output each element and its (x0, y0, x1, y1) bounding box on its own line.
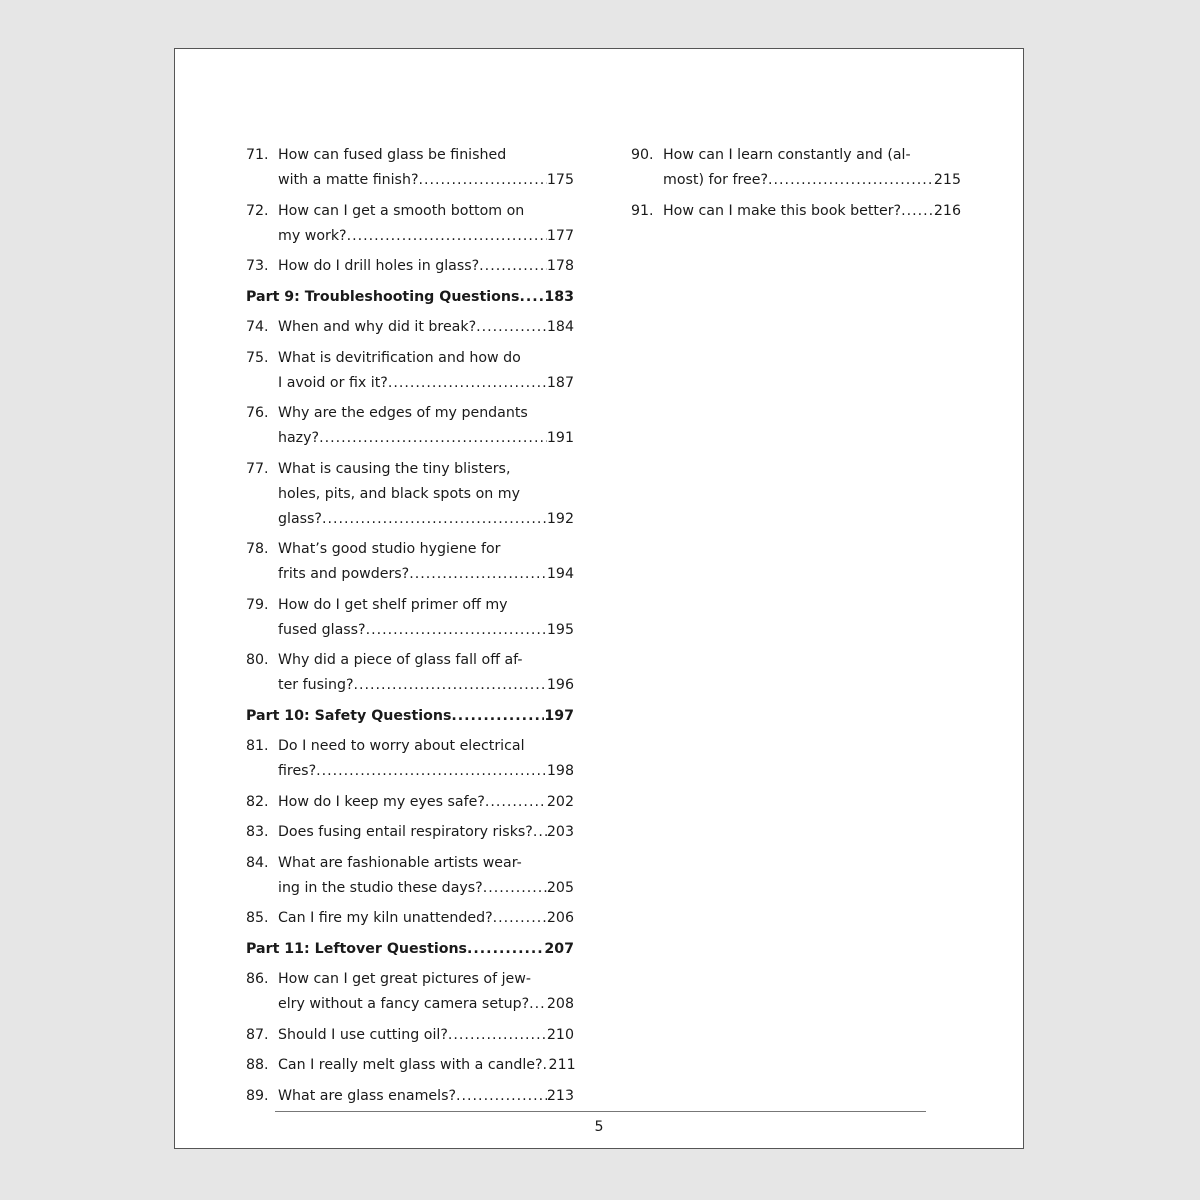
toc-line (278, 254, 574, 279)
toc-line (278, 759, 574, 784)
page-ref: 205 (546, 879, 574, 896)
toc-part-heading (246, 285, 574, 310)
toc-line (278, 790, 574, 815)
dot-leader (448, 1023, 547, 1048)
entry-text-line: What are fashionable artists wear- (278, 854, 522, 871)
part-title: Part 11: Leftover Questions (246, 940, 468, 957)
dot-leader (347, 224, 547, 249)
page-ref: 203 (546, 824, 574, 840)
dot-leader (418, 168, 546, 193)
entry-text-line: When and why did it break? (278, 319, 477, 335)
entry-text-line: Why did a piece of glass fall off af- (278, 652, 523, 668)
entry-text-line: How can I get great pictures of jew- (278, 971, 532, 987)
entry-number: 88. (246, 1057, 269, 1073)
entry-number: 76. (246, 405, 269, 421)
page-ref: 187 (546, 374, 574, 391)
toc-entry (246, 734, 574, 784)
part-title: Part 10: Safety Questions (246, 707, 452, 724)
entry-text-line: holes, pits, and black spots on my (278, 485, 520, 502)
entry-text-line: What’s good studio hygiene for (278, 541, 501, 557)
entry-number: 82. (246, 793, 269, 810)
page-ref: 195 (546, 621, 574, 638)
toc-line (278, 992, 574, 1017)
toc-entry (246, 537, 574, 587)
page-ref: 197 (544, 707, 574, 724)
dot-leader (322, 507, 547, 532)
dot-leader (366, 618, 547, 643)
dot-leader (319, 426, 547, 451)
entry-text-line: Does fusing entail respiratory risks? (278, 824, 533, 840)
part-title: Part 9: Troubleshooting Questions (246, 288, 520, 305)
dot-leader (529, 992, 547, 1017)
page-ref: 196 (546, 677, 574, 693)
toc-line (278, 507, 574, 532)
toc-line (278, 1053, 574, 1078)
dot-leader (768, 168, 934, 193)
entry-number: 79. (246, 596, 269, 613)
toc-line (278, 876, 574, 901)
toc-entry (246, 906, 574, 931)
entry-text-line: How can I make this book better? (663, 202, 902, 219)
page-ref: 211 (548, 1057, 576, 1073)
entry-number: 84. (246, 854, 269, 871)
page-ref: 210 (546, 1026, 574, 1043)
entry-number: 90. (631, 147, 654, 163)
dot-leader (316, 759, 547, 784)
toc-line (278, 618, 574, 643)
toc-part-heading (246, 704, 574, 729)
toc-entry (246, 457, 574, 532)
entry-text-line: Why are the edges of my pendants (278, 405, 528, 421)
toc-line (278, 562, 574, 587)
toc-line (278, 224, 574, 249)
toc-line (246, 285, 574, 310)
dot-leader (485, 790, 547, 815)
entry-text-line: most) for free? (663, 172, 769, 188)
toc-line (278, 820, 574, 845)
dot-leader (353, 673, 546, 698)
entry-text-line: How can fused glass be finished (278, 147, 507, 163)
page-ref: 207 (544, 940, 574, 957)
entry-number: 85. (246, 910, 269, 926)
toc-entry (246, 143, 574, 193)
toc-line (278, 906, 574, 931)
page-ref: 198 (546, 763, 574, 779)
toc-line (663, 168, 961, 193)
page-ref: 215 (933, 172, 961, 188)
dot-leader (467, 937, 544, 962)
entry-text-line: How do I drill holes in glass? (278, 258, 480, 274)
entry-text-line: with a matte finish? (278, 172, 419, 188)
page-ref: 177 (546, 227, 574, 244)
toc-line (278, 673, 574, 698)
entry-text-line: Should I use cutting oil? (278, 1026, 448, 1043)
dot-leader (901, 199, 934, 224)
dot-leader (493, 906, 547, 931)
toc-entry (246, 315, 574, 340)
entry-number: 75. (246, 349, 269, 366)
entry-number: 83. (246, 824, 269, 840)
page-ref: 206 (546, 910, 574, 926)
page-number: 5 (594, 1119, 604, 1135)
page-ref: 184 (546, 319, 574, 335)
entry-number: 72. (246, 202, 269, 219)
entry-text-line: fires? (278, 763, 317, 779)
entry-number: 89. (246, 1087, 269, 1104)
entry-number: 78. (246, 541, 269, 557)
dot-leader (388, 371, 547, 396)
entry-text-line: elry without a fancy camera setup? (278, 996, 530, 1012)
toc-entry (246, 1023, 574, 1048)
entry-number: 74. (246, 319, 269, 335)
dot-leader (479, 254, 547, 279)
toc-entry (246, 1053, 574, 1078)
document-page (174, 48, 1024, 1149)
entry-text-line: Do I need to worry about electrical (278, 738, 525, 754)
toc-entry (246, 648, 574, 698)
page-ref: 191 (546, 430, 574, 446)
toc-entry (246, 254, 574, 279)
entry-text-line: Can I fire my kiln unattended? (278, 910, 493, 926)
entry-text-line: How can I learn constantly and (al- (663, 147, 911, 163)
entry-text-line: ter fusing? (278, 677, 354, 693)
toc-line (278, 168, 574, 193)
page-ref: 213 (546, 1087, 574, 1104)
toc-entry (246, 820, 574, 845)
entry-text-line: glass? (278, 510, 322, 527)
dot-leader (476, 315, 547, 340)
entry-number: 87. (246, 1026, 269, 1043)
dot-leader (533, 820, 547, 845)
dot-leader (519, 285, 544, 310)
entry-number: 77. (246, 460, 269, 477)
page-ref: 202 (546, 793, 574, 810)
toc-entry (246, 199, 574, 249)
toc-entry (631, 143, 961, 193)
entry-text-line: What is causing the tiny blisters, (278, 460, 511, 477)
page-ref: 175 (546, 172, 574, 188)
entry-text-line: Can I really melt glass with a candle? (278, 1057, 543, 1073)
entry-text-line: frits and powders? (278, 566, 410, 582)
page-ref: 178 (546, 258, 574, 274)
entry-number: 80. (246, 652, 269, 668)
toc-right-column (631, 143, 961, 229)
entry-text-line: hazy? (278, 430, 320, 446)
toc-line (246, 937, 574, 962)
toc-entry (631, 199, 961, 224)
toc-entry (246, 967, 574, 1017)
page-ref: 192 (546, 510, 574, 527)
entry-number: 73. (246, 258, 269, 274)
entry-number: 86. (246, 971, 269, 987)
toc-entry (246, 851, 574, 901)
entry-text-line: I avoid or fix it? (278, 374, 388, 391)
toc-left-column (246, 143, 574, 1114)
toc-entry (246, 1084, 574, 1109)
entry-number: 81. (246, 738, 269, 754)
entry-text-line: fused glass? (278, 621, 366, 638)
toc-line (278, 1023, 574, 1048)
toc-line (278, 371, 574, 396)
entry-number: 71. (246, 147, 269, 163)
page-ref: 183 (544, 288, 574, 305)
entry-text-line: How can I get a smooth bottom on (278, 202, 525, 219)
footer-rule (275, 1111, 926, 1112)
entry-number: 91. (631, 202, 654, 219)
dot-leader (456, 1084, 547, 1109)
toc-entry (246, 401, 574, 451)
dot-leader (409, 562, 547, 587)
toc-entry (246, 790, 574, 815)
toc-part-heading (246, 937, 574, 962)
toc-entry (246, 346, 574, 396)
toc-line (246, 704, 574, 729)
entry-text-line: What is devitrification and how do (278, 349, 521, 366)
page-ref: 216 (933, 202, 961, 219)
page-ref: 194 (546, 566, 574, 582)
entry-text-line: How do I keep my eyes safe? (278, 793, 485, 810)
toc-entry (246, 593, 574, 643)
dot-leader (451, 704, 544, 729)
entry-text-line: What are glass enamels? (278, 1087, 457, 1104)
entry-text-line: ing in the studio these days? (278, 879, 483, 896)
entry-text-line: my work? (278, 227, 347, 244)
dot-leader (483, 876, 547, 901)
toc-line (278, 426, 574, 451)
toc-line (278, 1084, 574, 1109)
entry-text-line: How do I get shelf primer off my (278, 596, 508, 613)
page-ref: 208 (546, 996, 574, 1012)
toc-line (663, 199, 961, 224)
toc-line (278, 315, 574, 340)
